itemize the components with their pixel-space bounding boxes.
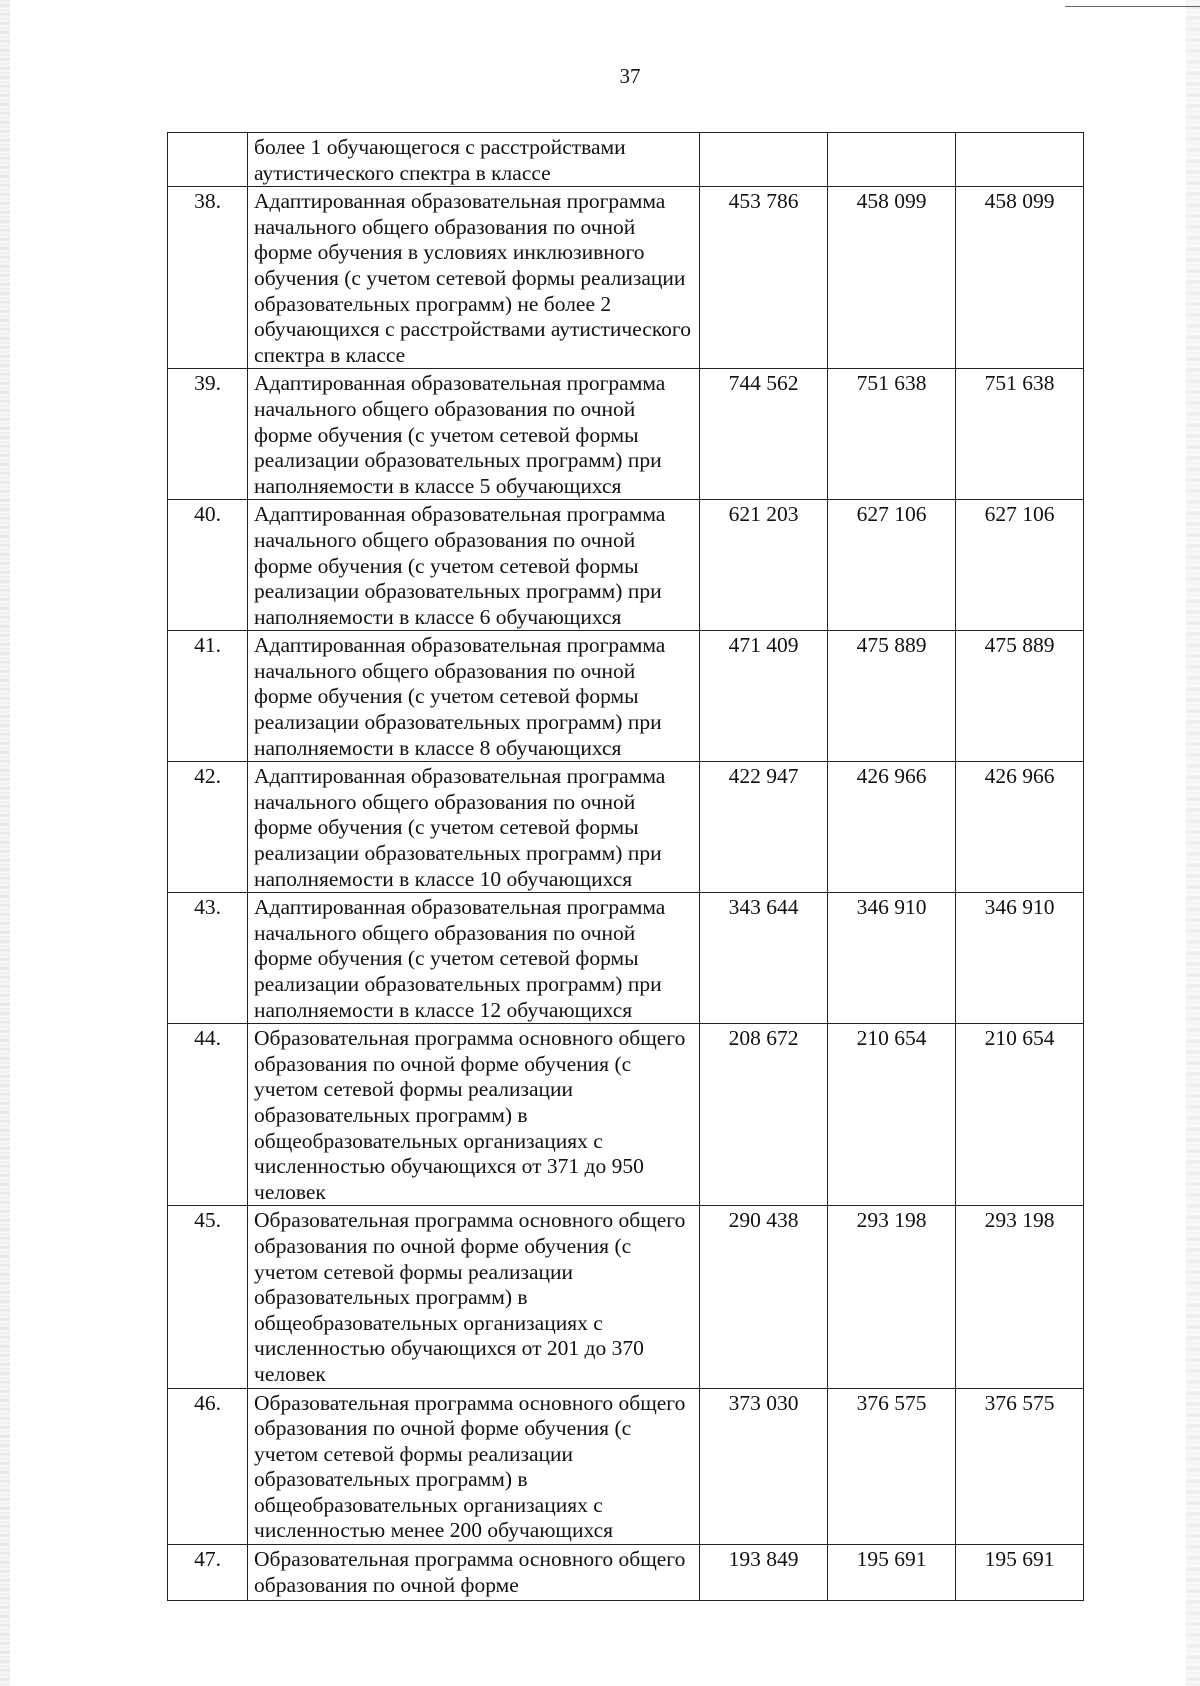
row-value-2: 458 099 — [828, 187, 956, 369]
budget-table — [167, 132, 1084, 1601]
row-value-1: 621 203 — [700, 500, 828, 631]
table-row — [168, 369, 1084, 500]
row-number: 47. — [168, 1545, 248, 1601]
scan-corner-line — [1065, 6, 1200, 7]
row-value-3: 627 106 — [956, 500, 1084, 631]
page-number: 37 — [619, 64, 641, 88]
table-row — [168, 500, 1084, 631]
row-number: 43. — [168, 893, 248, 1024]
table-row — [168, 187, 1084, 369]
row-value-3: 293 198 — [956, 1206, 1084, 1388]
row-value-3: 376 575 — [956, 1388, 1084, 1545]
table-row — [168, 893, 1084, 1024]
scan-edge-left — [0, 0, 10, 1686]
row-description: Образовательная программа основного общего образования по очной форме — [248, 1545, 700, 1601]
row-value-2: 751 638 — [828, 369, 956, 500]
row-value-3: 346 910 — [956, 893, 1084, 1024]
row-value-1: 343 644 — [700, 893, 828, 1024]
row-value-1: 373 030 — [700, 1388, 828, 1545]
scan-edge-right — [1186, 0, 1200, 1686]
table-row-continuation — [168, 133, 1084, 187]
row-description: Образовательная программа основного общего образования по очной форме обучения (с учетом сетевой формы реализации образовательных программ) в общеобразовательных организациях с численностью обучающихся от 371 до 950 человек — [248, 1024, 700, 1206]
row-value-3: 751 638 — [956, 369, 1084, 500]
row-value-2: 627 106 — [828, 500, 956, 631]
table-row — [168, 1024, 1084, 1206]
row-description: Адаптированная образовательная программа начального общего образования по очной форме обучения (с учетом сетевой формы реализации образовательных программ) при наполняемости в классе 8 обучающихся — [248, 631, 700, 762]
row-description: более 1 обучающегося с расстройствами аутистического спектра в классе — [248, 133, 700, 187]
row-description: Адаптированная образовательная программа начального общего образования по очной форме обучения (с учетом сетевой формы реализации образовательных программ) при наполняемости в классе 12 обучающихся — [248, 893, 700, 1024]
row-value-3: 210 654 — [956, 1024, 1084, 1206]
row-description: Адаптированная образовательная программа начального общего образования по очной форме обучения (с учетом сетевой формы реализации образовательных программ) при наполняемости в классе 5 обучающихся — [248, 369, 700, 500]
row-description: Адаптированная образовательная программа начального общего образования по очной форме обучения (с учетом сетевой формы реализации образовательных программ) при наполняемости в классе 10 обучающихся — [248, 762, 700, 893]
row-value-1: 471 409 — [700, 631, 828, 762]
row-number: 38. — [168, 187, 248, 369]
row-number: 42. — [168, 762, 248, 893]
row-value-3: 426 966 — [956, 762, 1084, 893]
row-description: Адаптированная образовательная программа начального общего образования по очной форме обучения (с учетом сетевой формы реализации образовательных программ) при наполняемости в классе 6 обучающихся — [248, 500, 700, 631]
row-number: 40. — [168, 500, 248, 631]
row-value-1: 453 786 — [700, 187, 828, 369]
row-description: Адаптированная образовательная программа начального общего образования по очной форме обучения в условиях инклюзивного обучения (с учетом сетевой формы реализации образовательных программ) не более 2 обучающихся с расстройствами аутистического спектра в классе — [248, 187, 700, 369]
row-value-2: 210 654 — [828, 1024, 956, 1206]
row-number: 46. — [168, 1388, 248, 1545]
row-value-2: 293 198 — [828, 1206, 956, 1388]
row-description: Образовательная программа основного общего образования по очной форме обучения (с учетом сетевой формы реализации образовательных программ) в общеобразовательных организациях с численностью менее 200 обучающихся — [248, 1388, 700, 1545]
row-value-3: 195 691 — [956, 1545, 1084, 1601]
row-value-2: 426 966 — [828, 762, 956, 893]
row-value-2: 195 691 — [828, 1545, 956, 1601]
row-value-3: 475 889 — [956, 631, 1084, 762]
table-row — [168, 631, 1084, 762]
row-value-2 — [828, 133, 956, 187]
table-row — [168, 762, 1084, 893]
row-value-3 — [956, 133, 1084, 187]
row-value-2: 376 575 — [828, 1388, 956, 1545]
row-number: 45. — [168, 1206, 248, 1388]
row-number — [168, 133, 248, 187]
row-value-1: 422 947 — [700, 762, 828, 893]
row-value-1: 208 672 — [700, 1024, 828, 1206]
row-value-2: 475 889 — [828, 631, 956, 762]
row-value-1: 744 562 — [700, 369, 828, 500]
table-row — [168, 1545, 1084, 1601]
row-value-3: 458 099 — [956, 187, 1084, 369]
row-value-1 — [700, 133, 828, 187]
row-value-2: 346 910 — [828, 893, 956, 1024]
table-row — [168, 1388, 1084, 1545]
row-number: 39. — [168, 369, 248, 500]
row-value-1: 193 849 — [700, 1545, 828, 1601]
row-number: 44. — [168, 1024, 248, 1206]
row-description: Образовательная программа основного общего образования по очной форме обучения (с учетом сетевой формы реализации образовательных программ) в общеобразовательных организациях с численностью обучающихся от 201 до 370 человек — [248, 1206, 700, 1388]
row-value-1: 290 438 — [700, 1206, 828, 1388]
table-row — [168, 1206, 1084, 1388]
row-number: 41. — [168, 631, 248, 762]
